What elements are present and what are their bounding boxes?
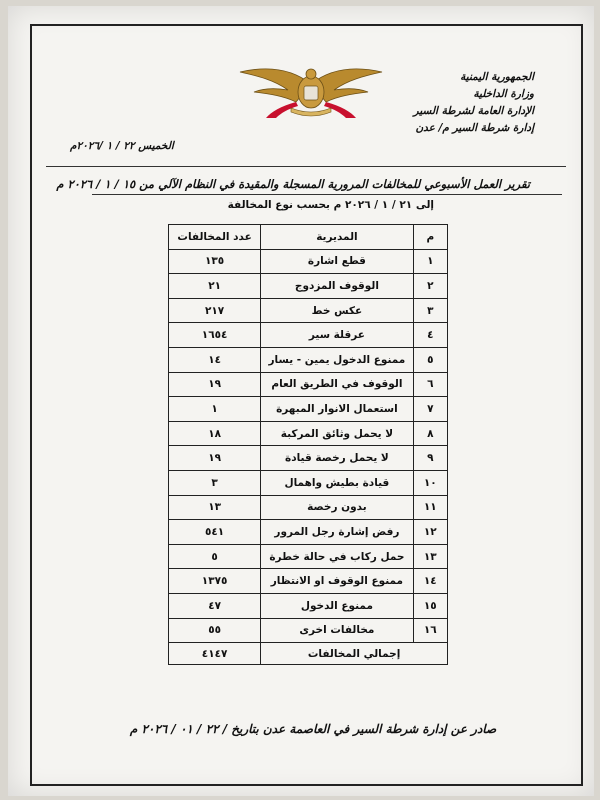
total-label: إجمالي المخالفات bbox=[261, 643, 448, 665]
cell-count: ١٦٥٤ bbox=[169, 323, 261, 348]
table-row bbox=[169, 249, 448, 274]
table-row bbox=[169, 544, 448, 569]
cell-count: ١٤ bbox=[169, 347, 261, 372]
cell-count: ١٣٥ bbox=[169, 249, 261, 274]
cell-number: ٧ bbox=[413, 397, 447, 422]
cell-violation-type: بدون رخصة bbox=[261, 495, 413, 520]
cell-violation-type: عرقلة سير bbox=[261, 323, 413, 348]
cell-count: ٥٥ bbox=[169, 618, 261, 643]
cell-number: ١٣ bbox=[413, 544, 447, 569]
table-row bbox=[169, 298, 448, 323]
table-total-row bbox=[169, 643, 448, 665]
cell-count: ١٣٧٥ bbox=[169, 569, 261, 594]
cell-violation-type: ممنوع الوقوف او الانتظار bbox=[261, 569, 413, 594]
report-date: الخميس ٢٢ / ١ /٢٠٢٦م bbox=[70, 140, 174, 152]
letterhead-line-directorate: الإدارة العامة لشرطة السير bbox=[413, 105, 534, 117]
cell-number: ١٠ bbox=[413, 470, 447, 495]
table-row bbox=[169, 397, 448, 422]
table-row bbox=[169, 569, 448, 594]
cell-count: ٢١٧ bbox=[169, 298, 261, 323]
cell-number: ١٥ bbox=[413, 593, 447, 618]
letterhead-line-office: إدارة شرطة السير م/ عدن bbox=[415, 122, 534, 134]
cell-violation-type: مخالفات اخرى bbox=[261, 618, 413, 643]
report-subtitle: إلى ٢١ / ١ / ٢٠٢٦ م بحسب نوع المخالفة bbox=[227, 199, 434, 211]
cell-number: ١٤ bbox=[413, 569, 447, 594]
document-page bbox=[8, 6, 594, 796]
divider-top bbox=[46, 166, 566, 167]
table-row bbox=[169, 323, 448, 348]
report-title: تقرير العمل الأسبوعي للمخالفات المرورية المسجلة والمقيدة في النظام الآلي من ١٥ / ١ / ٢٠٢٦ م bbox=[56, 177, 530, 191]
cell-violation-type: قطع اشارة bbox=[261, 249, 413, 274]
issued-statement: صادر عن إدارة شرطة السير في العاصمة عدن بتاريخ / ٢٢ / ٠١ / ٢٠٢٦ م bbox=[129, 722, 497, 736]
violations-table bbox=[168, 224, 448, 665]
table-row bbox=[169, 347, 448, 372]
cell-violation-type: ممنوع الدخول bbox=[261, 593, 413, 618]
cell-violation-type: لا يحمل وثائق المركبة bbox=[261, 421, 413, 446]
cell-violation-type: قيادة بطيش واهمال bbox=[261, 470, 413, 495]
cell-violation-type: حمل ركاب في حالة خطرة bbox=[261, 544, 413, 569]
cell-number: ٥ bbox=[413, 347, 447, 372]
cell-count: ١ bbox=[169, 397, 261, 422]
cell-number: ٢ bbox=[413, 274, 447, 299]
cell-count: ١٣ bbox=[169, 495, 261, 520]
letterhead-line-republic: الجمهورية اليمنية bbox=[460, 71, 534, 83]
cell-count: ١٨ bbox=[169, 421, 261, 446]
cell-number: ١ bbox=[413, 249, 447, 274]
table-row bbox=[169, 372, 448, 397]
cell-number: ١١ bbox=[413, 495, 447, 520]
total-count: ٤١٤٧ bbox=[169, 643, 261, 665]
cell-violation-type: استعمال الانوار المبهرة bbox=[261, 397, 413, 422]
table-row bbox=[169, 618, 448, 643]
table-row bbox=[169, 446, 448, 471]
cell-number: ٦ bbox=[413, 372, 447, 397]
eagle-emblem-icon bbox=[236, 62, 386, 122]
table-row bbox=[169, 470, 448, 495]
cell-number: ٣ bbox=[413, 298, 447, 323]
table-row bbox=[169, 520, 448, 545]
header-count: عدد المخالفات bbox=[169, 225, 261, 250]
table-row bbox=[169, 495, 448, 520]
cell-count: ١٩ bbox=[169, 446, 261, 471]
cell-violation-type: عكس خط bbox=[261, 298, 413, 323]
table-row bbox=[169, 421, 448, 446]
table-row bbox=[169, 274, 448, 299]
cell-count: ١٩ bbox=[169, 372, 261, 397]
cell-count: ٢١ bbox=[169, 274, 261, 299]
title-underline bbox=[92, 194, 562, 195]
cell-violation-type: ممنوع الدخول يمين - يسار bbox=[261, 347, 413, 372]
cell-number: ٩ bbox=[413, 446, 447, 471]
letterhead-line-ministry: وزارة الداخلية bbox=[473, 88, 534, 100]
cell-count: ٣ bbox=[169, 470, 261, 495]
table-row bbox=[169, 593, 448, 618]
cell-number: ١٦ bbox=[413, 618, 447, 643]
cell-violation-type: الوقوف في الطريق العام bbox=[261, 372, 413, 397]
cell-violation-type: رفض إشارة رجل المرور bbox=[261, 520, 413, 545]
cell-count: ٥٤١ bbox=[169, 520, 261, 545]
cell-violation-type: الوقوف المزدوج bbox=[261, 274, 413, 299]
cell-number: ٤ bbox=[413, 323, 447, 348]
cell-count: ٥ bbox=[169, 544, 261, 569]
cell-count: ٤٧ bbox=[169, 593, 261, 618]
header-name: المديرية bbox=[261, 225, 413, 250]
cell-number: ١٢ bbox=[413, 520, 447, 545]
table-header-row bbox=[169, 225, 448, 250]
cell-number: ٨ bbox=[413, 421, 447, 446]
header-number: م bbox=[413, 225, 447, 250]
cell-violation-type: لا يحمل رخصة قيادة bbox=[261, 446, 413, 471]
